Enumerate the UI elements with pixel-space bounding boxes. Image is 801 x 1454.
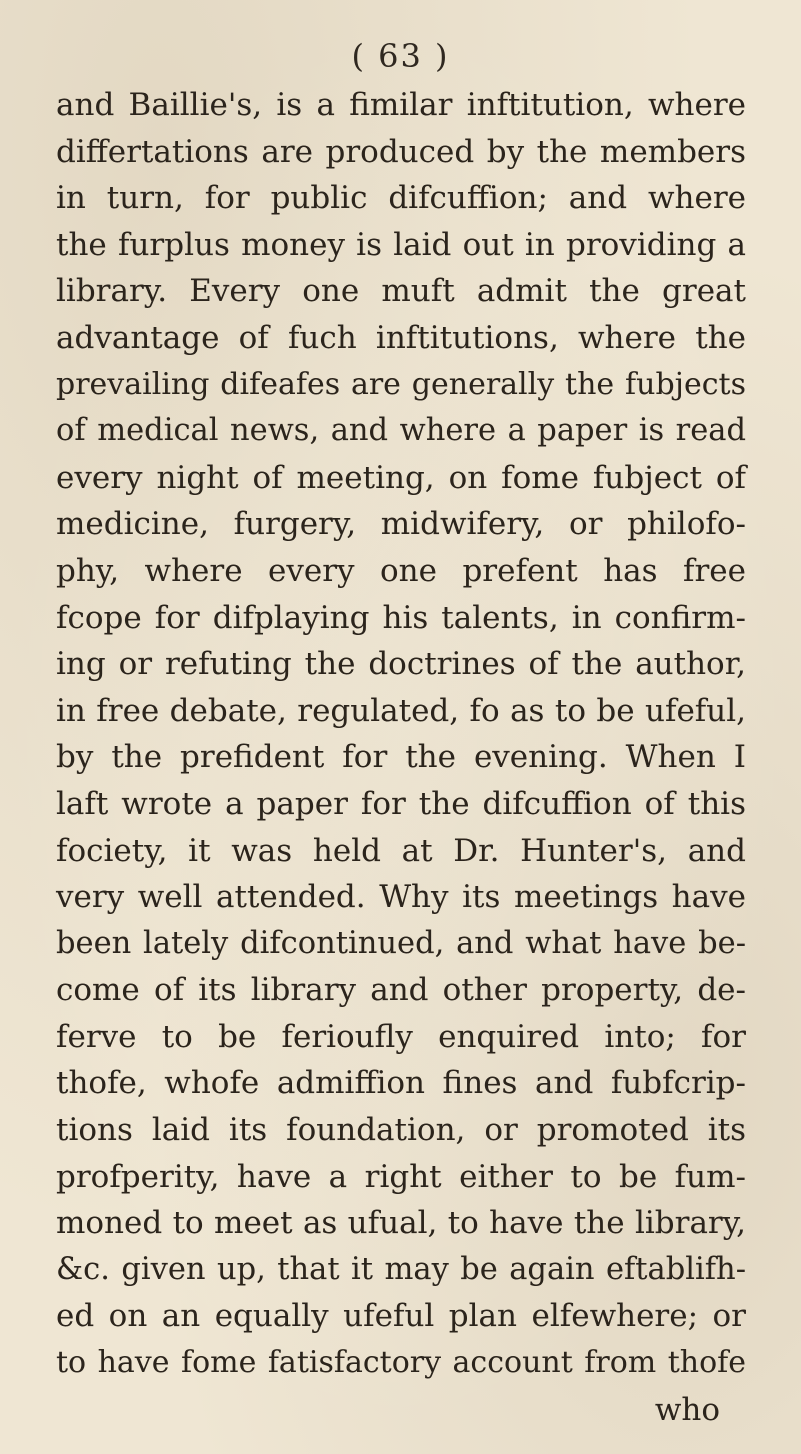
- text-line: the furplus money is laid out in providing a: [56, 226, 746, 263]
- catchword: who: [654, 1391, 720, 1428]
- text-line: fociety, it was held at Dr. Hunter's, and: [56, 832, 746, 869]
- text-line: in turn, for public difcuffion; and where: [56, 180, 746, 217]
- text-line: to have fome fatisfactory account from thofe: [56, 1345, 746, 1381]
- text-line: library. Every one muft admit the great: [56, 273, 746, 310]
- page-number: ( 63 ): [351, 37, 450, 75]
- text-line: by the prefident for the evening. When I: [56, 739, 746, 776]
- text-line: and Baillie's, is a fimilar inftitution, where: [56, 87, 746, 123]
- text-line: &c. given up, that it may be again eftablifh-: [56, 1251, 746, 1287]
- text-line: in free debate, regulated, fo as to be ufeful,: [56, 692, 746, 729]
- text-line: thofe, whofe admiffion fines and fubfcrip-: [56, 1065, 746, 1102]
- text-line: ferve to be ferioufly enquired into; for: [56, 1018, 746, 1055]
- text-line: differtations are produced by the members: [56, 133, 746, 170]
- text-line: advantage of fuch inftitutions, where the: [56, 319, 746, 356]
- text-line: moned to meet as ufual, to have the library,: [56, 1205, 746, 1242]
- text-line: tions laid its foundation, or promoted its: [56, 1112, 746, 1149]
- text-line: come of its library and other property, de-: [56, 972, 746, 1009]
- text-line: very well attended. Why its meetings have: [56, 879, 746, 916]
- text-line: of medical news, and where a paper is read: [56, 413, 746, 449]
- text-line: medicine, furgery, midwifery, or philofo-: [56, 506, 746, 543]
- text-line: phy, where every one prefent has free: [56, 552, 746, 589]
- text-line: ed on an equally ufeful plan elfewhere; or: [56, 1298, 746, 1335]
- text-line: fcope for difplaying his talents, in confirm-: [56, 599, 746, 636]
- body-text: [56, 82, 746, 1433]
- text-line: prevailing difeafes are generally the fubjects: [56, 366, 746, 402]
- text-line: been lately difcontinued, and what have be-: [56, 925, 746, 961]
- text-line: laft wrote a paper for the difcuffion of this: [56, 785, 746, 822]
- text-line: profperity, have a right either to be fum-: [56, 1158, 746, 1195]
- text-line: every night of meeting, on fome fubject of: [56, 459, 746, 496]
- text-line: ing or refuting the doctrines of the author,: [56, 646, 746, 683]
